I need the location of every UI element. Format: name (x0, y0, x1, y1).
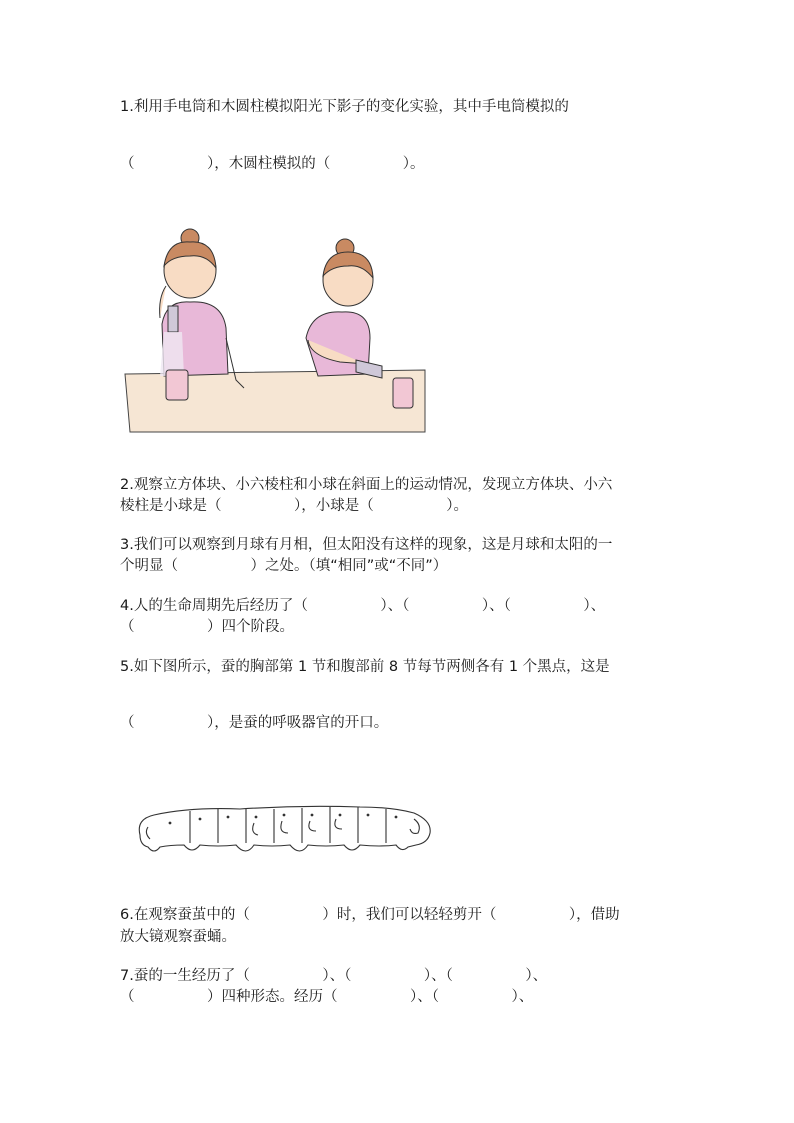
question-3-line-2: 个明显（ ）之处。（填“相同”或“不同”） (120, 558, 448, 574)
question-5-line-1: 5.如下图所示，蚕的胸部第 1 节和腹部前 8 节每节两侧各有 1 个黑点，这是 (120, 659, 610, 675)
question-6-line-1: 6.在观察蚕茧中的（ ）时，我们可以轻轻剪开（ ），借助 (120, 907, 620, 923)
question-3-line-1: 3.我们可以观察到月球有月相，但太阳没有这样的现象，这是月球和太阳的一 (120, 537, 613, 553)
question-5-line-2: （ ），是蚕的呼吸器官的开口。 (120, 715, 389, 731)
question-4-line-2: （ ）四个阶段。 (120, 619, 294, 635)
flashlight-experiment-illustration (120, 228, 430, 436)
question-6-line-2: 放大镜观察蚕蛹。 (120, 929, 236, 945)
silkworm-illustration (130, 797, 436, 863)
question-2-line-1: 2.观察立方体块、小六棱柱和小球在斜面上的运动情况，发现立方体块、小六 (120, 477, 613, 493)
question-7-line-1: 7.蚕的一生经历了（ ）、（ ）、（ ）、 (120, 968, 548, 984)
question-1-line-2: （ ），木圆柱模拟的（ ）。 (120, 156, 425, 172)
question-4-line-1: 4.人的生命周期先后经历了（ ）、（ ）、（ ）、 (120, 598, 606, 614)
question-2-line-2: 棱柱是小球是（ ），小球是（ ）。 (120, 498, 468, 514)
question-7-line-2: （ ）四种形态。经历（ ）、（ ）、 (120, 989, 534, 1005)
question-1-line-1: 1.利用手电筒和木圆柱模拟阳光下影子的变化实验，其中手电筒模拟的 (120, 99, 569, 115)
